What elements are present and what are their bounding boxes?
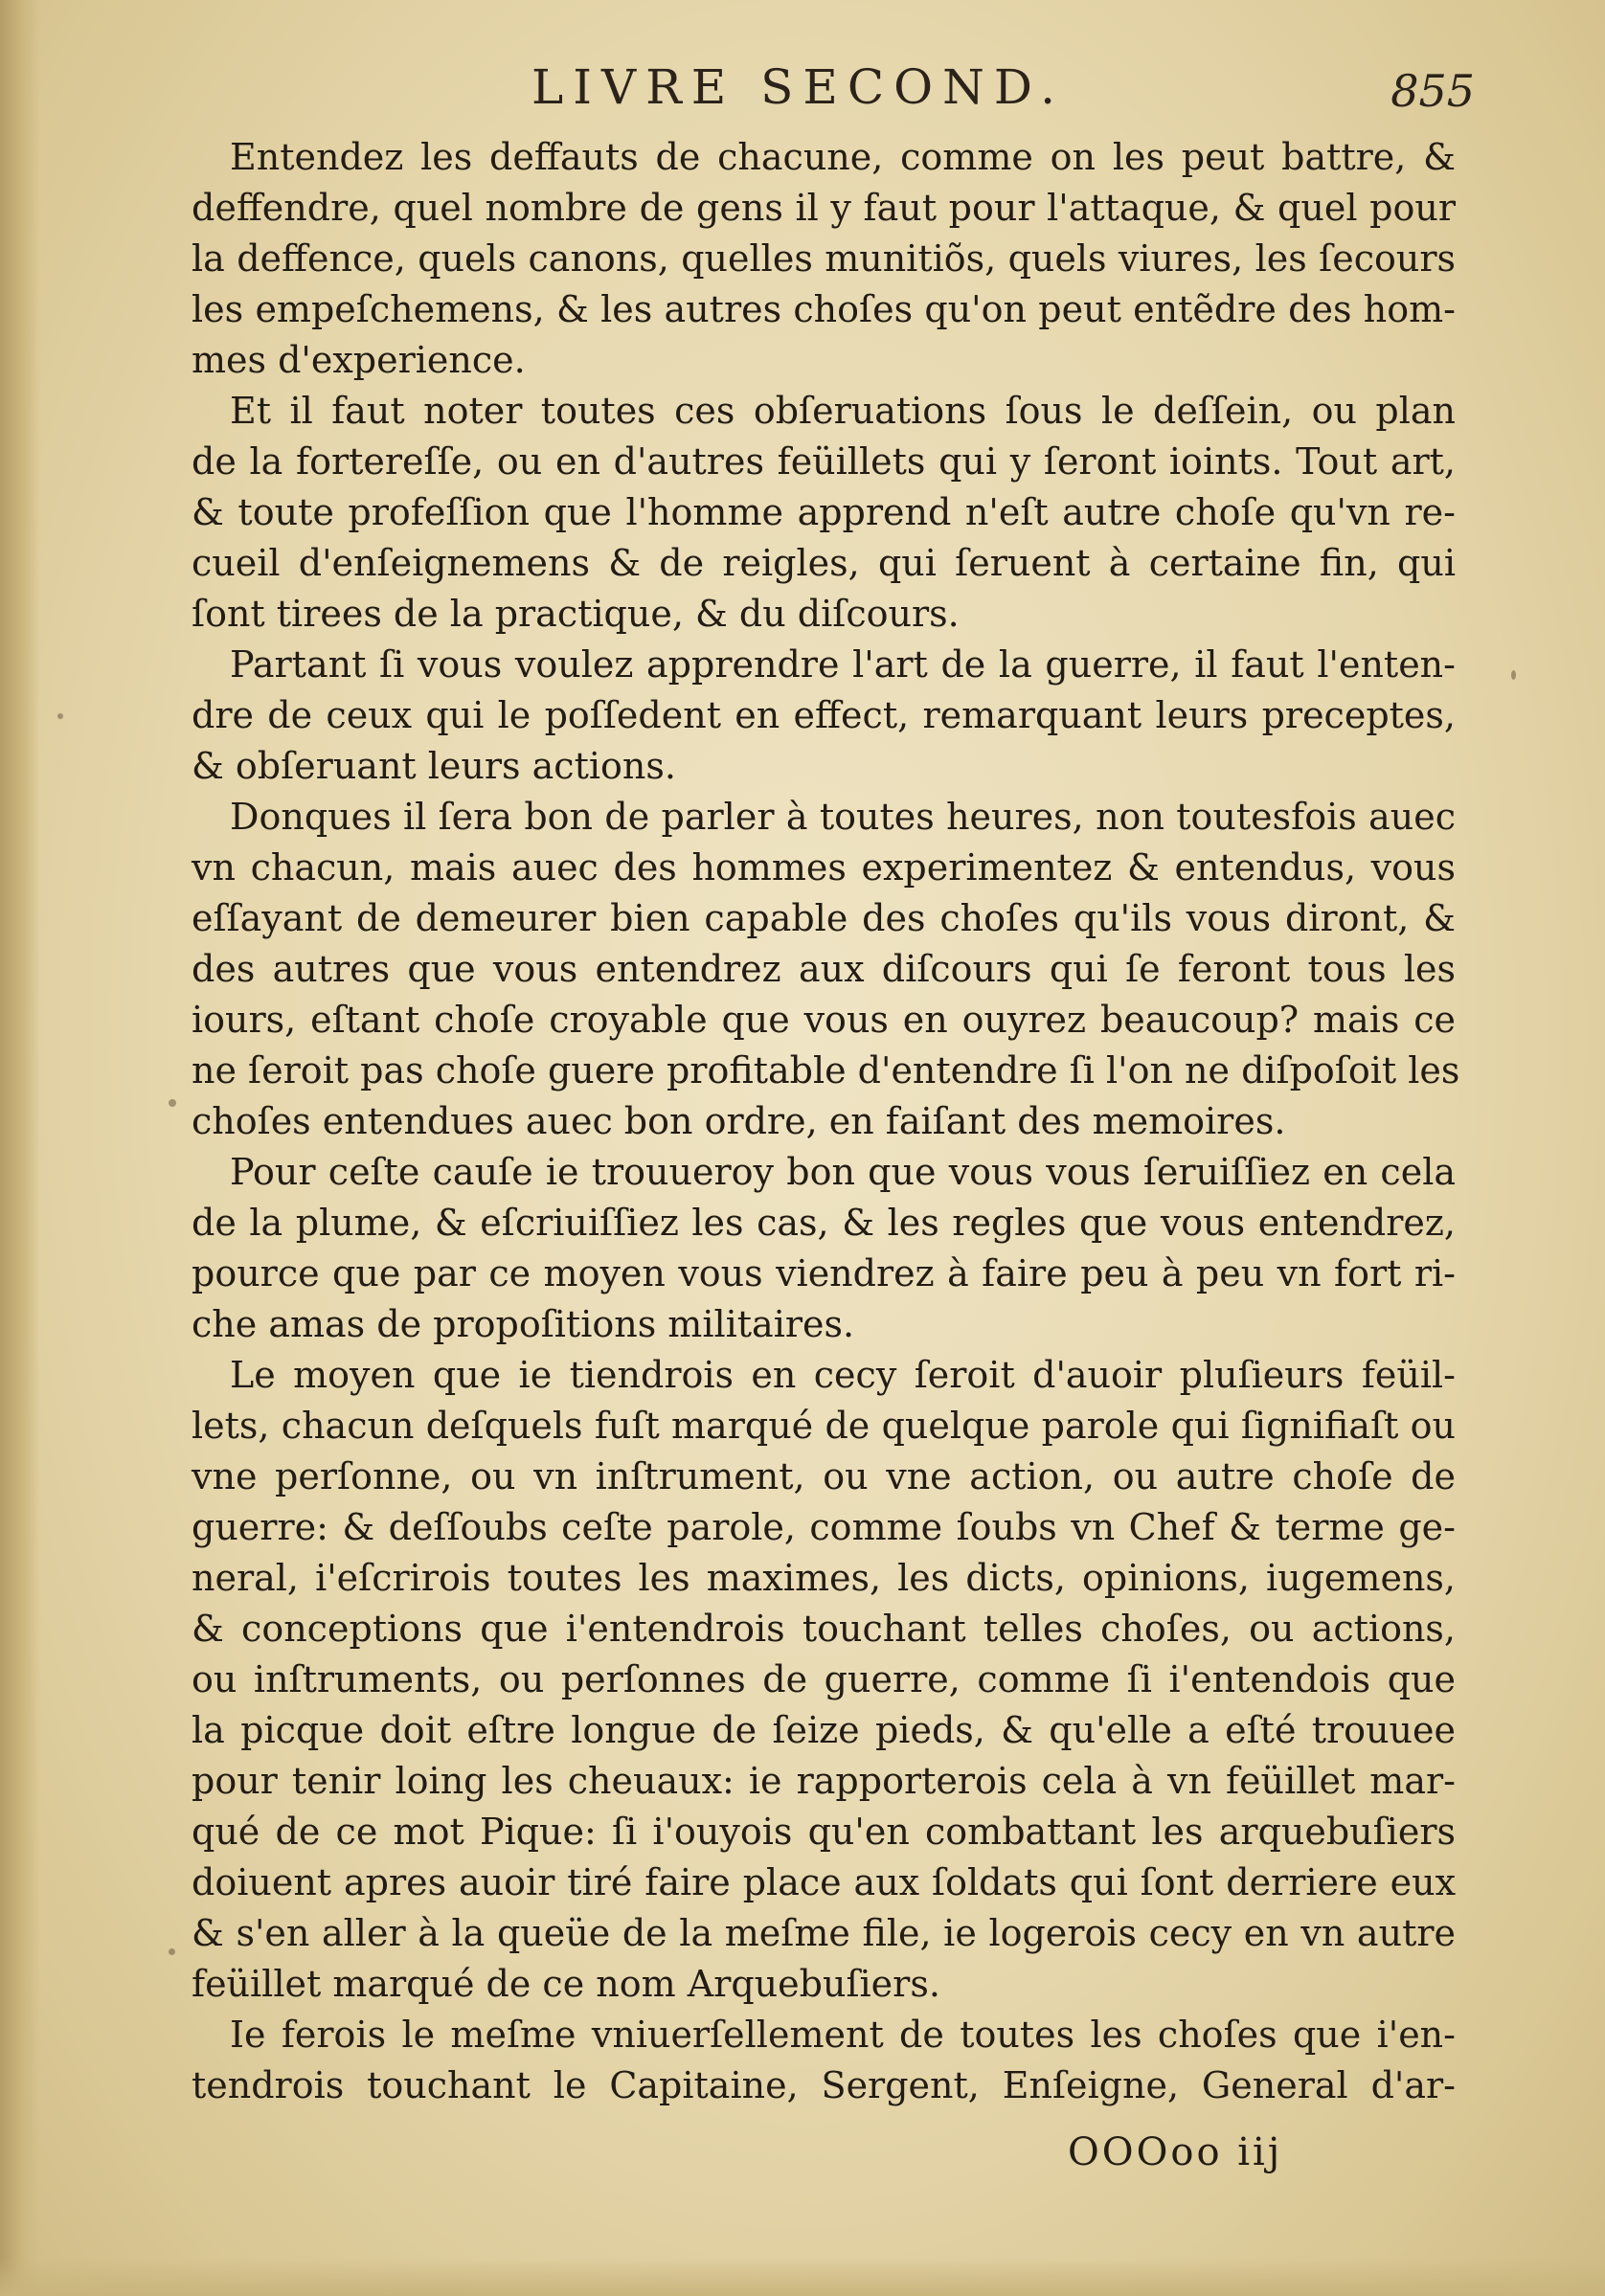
text-line: de la fortereſſe, ou en d'autres feüillets qui y ſeront ioints. Tout art, [192,440,1456,483]
text-line: Le moyen que ie tiendrois en cecy ſeroit d'auoir pluſieurs feüil- [230,1354,1456,1396]
page-header [192,59,1475,126]
ink-speck [57,713,63,719]
text-line: neral, i'eſcrirois toutes les maximes, les dicts, opinions, iugemens, [192,1557,1456,1599]
text-line: les empeſchemens, & les autres choſes qu'on peut entẽdre des hom- [192,288,1456,330]
text-line: des autres que vous entendrez aux diſcours qui ſe feront tous les [192,948,1456,990]
text-line: Entendez les deffauts de chacune, comme on les peut battre, & [230,136,1456,178]
running-title: LIVRE SECOND. [531,59,1066,115]
text-line: qué de ce mot Pique: ſi i'ouyois qu'en combattant les arquebuſiers [192,1811,1456,1853]
text-line: cueil d'enſeignemens & de reigles, qui ſeruent à certaine fin, qui [192,542,1456,584]
text-line: ou inſtruments, ou perſonnes de guerre, comme ſi i'entendois que [192,1658,1456,1700]
text-line: che amas de propoſitions militaires. [192,1303,855,1345]
ink-speck [1511,670,1516,680]
text-line: la deffence, quels canons, quelles munitiõs, quels viures, les ſecours [192,237,1456,280]
page-bottom-edge [0,2258,1605,2296]
text-line: de la plume, & eſcriuiſſiez les cas, & les regles que vous entendrez, [192,1202,1456,1244]
text-line: vn chacun, mais auec des hommes experimentez & entendus, vous [192,846,1456,889]
text-line: Partant ſi vous voulez apprendre l'art de la guerre, il faut l'enten- [230,643,1456,686]
text-line: Ie ferois le meſme vniuerſellement de toutes les choſes que i'en- [230,2014,1456,2056]
text-line: pource que par ce moyen vous viendrez à faire peu à peu vn fort ri- [192,1252,1456,1294]
ink-speck [169,1948,175,1955]
text-line: iours, eſtant choſe croyable que vous en ouyrez beaucoup? mais ce [192,999,1456,1041]
page-number: 855 [1390,65,1475,117]
text-line: & toute profeſſion que l'homme apprend n'eſt autre choſe qu'vn re- [192,491,1456,533]
text-line: lets, chacun deſquels fuſt marqué de quelque parole qui ſignifiaſt ou [192,1405,1456,1447]
text-line: Pour ceſte cauſe ie trouueroy bon que vous vous ſeruiſſiez en cela [230,1151,1456,1193]
text-line: pour tenir loing les cheuaux: ie rapporterois cela à vn feüillet mar- [192,1760,1456,1802]
text-line: doiuent apres auoir tiré faire place aux ſoldats qui ſont derriere eux [192,1861,1456,1903]
text-line: mes d'experience. [192,339,526,381]
text-line: ne ſeroit pas choſe guere profitable d'entendre ſi l'on ne diſpoſoit les [192,1049,1460,1092]
text-line: la picque doit eſtre longue de ſeize pieds, & qu'elle a eſté trouuee [192,1709,1456,1751]
text-line: choſes entendues auec bon ordre, en faiſant des memoires. [192,1100,1286,1142]
body-text [192,132,1460,2111]
text-line: Et il faut noter toutes ces obſeruations ſous le deſſein, ou plan [230,390,1456,432]
text-line: & conceptions que i'entendrois touchant telles choſes, ou actions, [192,1608,1456,1650]
text-line: deffendre, quel nombre de gens il y faut pour l'attaque, & quel pour [192,187,1456,229]
text-line: Donques il ſera bon de parler à toutes heures, non toutesfois auec [230,796,1456,838]
text-line: feüillet marqué de ce nom Arquebuſiers. [192,1963,940,2005]
text-line: eſſayant de demeurer bien capable des choſes qu'ils vous diront, & [192,897,1456,939]
text-line: tendrois touchant le Capitaine, Sergent, Enſeigne, General d'ar- [192,2064,1456,2106]
text-line: ſont tirees de la practique, & du diſcours. [192,593,960,635]
page-gutter-shadow [0,0,40,2296]
text-line: & s'en aller à la queüe de la meſme file, ie logerois cecy en vn autre [192,1912,1456,1954]
text-line: & obſeruant leurs actions. [192,745,676,787]
text-line: guerre: & deſſoubs ceſte parole, comme ſoubs vn Chef & terme ge- [192,1506,1456,1548]
ink-speck [169,1099,176,1107]
signature-mark: OOOoo iij [1068,2130,1283,2174]
text-line: vne perſonne, ou vn inſtrument, ou vne action, ou autre choſe de [192,1455,1456,1497]
text-line: dre de ceux qui le poſſedent en effect, remarquant leurs preceptes, [192,694,1456,736]
